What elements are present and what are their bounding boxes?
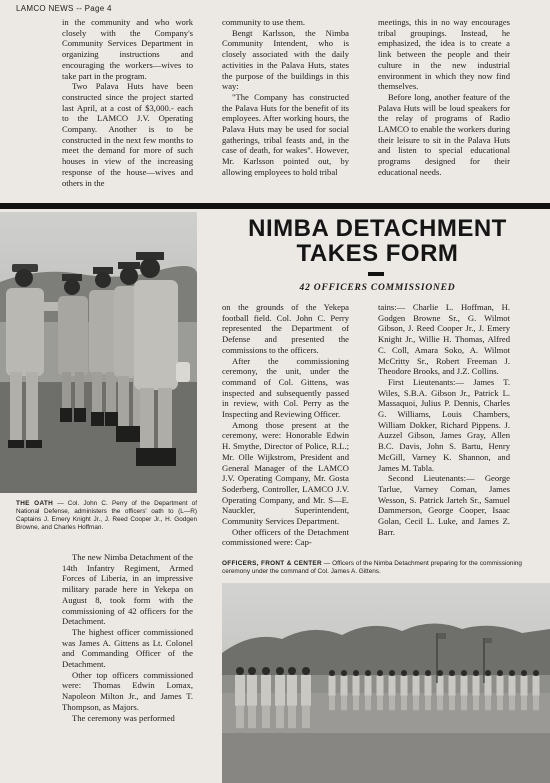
running-head: LAMCO NEWS -- Page 4 <box>16 4 112 13</box>
paragraph: Two Palava Huts have been constructed since the project started last April, at a cost of $3,000.- each to the LAMCO J.V. Operating Company. Another is to be constructed in the next few months to meet the demand for more of such houses in view of the increasing response of the house—wives and others in the <box>62 81 193 188</box>
paragraph: Second Lieutenants:— George Tarlue, Varney Coman, James Wesson, S. Patrick Jarteh Sr., Samuel Dammerson, George Cooper, Isaac Golan, Cecil L. Luke, and James Z. Barr. <box>378 473 510 537</box>
soldier-figure <box>497 670 504 710</box>
caption-text: — Officers of the Nimba Detachment preparing for the commissioning ceremony under the command of Col. James A. Gittens. <box>222 560 522 575</box>
paragraph: First Lieutenants:— James T. Wiles, S.B.A. Gibson Jr., Patrick L. Massaquoi, Julius P. Dennis, Charles G. Williams, Louis Chambers, William Dokker, Richard Pippens. J. Auzzel Gibson, James Gray, Allen B.C. Davis, John S. Bartu, Henry McGill, Varney K. Shannon, and James M. Tabla. <box>378 376 510 473</box>
caption-text: — Col. John C. Perry of the Department of National Defense, administers the officers' oath to (L—R) Captains J. Emery Knight Jr., J. Reed Cooper Jr., H. Godgen Browne, and Charles Hoffman. <box>16 500 197 531</box>
soldier-figure <box>365 670 372 710</box>
soldier-figure <box>413 670 420 710</box>
caption-lead: THE OATH <box>16 500 54 507</box>
soldier-figure <box>247 667 257 728</box>
main-article-right-col <box>378 302 510 537</box>
soldier-figure <box>461 670 468 710</box>
photo-the-oath <box>0 212 197 493</box>
soldier-figure <box>377 670 384 710</box>
paragraph: in the community and who work closely with the Company's Community Services Department in organizing instructions and encouraging the workers—wives to take part in the program. <box>62 17 193 81</box>
paragraph: After the commissioning ceremony, the unit, under the command of Col. Gittens, was inspected and subsequently passed in review, with Col. Perry as the Inspecting and Reviewing Officer. <box>222 355 349 420</box>
paragraph: community to use them. <box>222 17 306 27</box>
headline-dash <box>368 272 384 276</box>
soldier-figure <box>389 670 396 710</box>
soldier-figure <box>425 670 432 710</box>
top-article-col-3 <box>378 17 510 178</box>
soldier-figure <box>329 670 336 710</box>
soldier-figure <box>485 670 492 710</box>
paragraph: Other top officers commissioned were: Thomas Edwin Lomax, Napoleon Milton Jr., and James T. Thompson, as Majors. <box>62 669 193 712</box>
soldier-figure <box>353 670 360 710</box>
soldier-figure <box>235 667 245 728</box>
soldier-figure <box>341 670 348 710</box>
paragraph: The highest officer commissioned was James A. Gittens as Lt. Colonel and Commanding Officer of the Detachment. <box>62 626 193 670</box>
photo-2-caption <box>222 560 522 576</box>
headline-line-2: TAKES FORM <box>296 240 459 267</box>
section-divider <box>0 203 550 209</box>
soldier-figure <box>533 670 540 710</box>
paragraph: The new Nimba Detachment of the 14th Infantry Regiment, Armed Forces of Liberia, in an impressive military parade here in Yekepa on August 8, took form with the commissioning of 42 officers for the Detachment. <box>62 552 193 627</box>
main-article-mid-col <box>222 302 349 548</box>
paragraph: Among those present at the ceremony, were: Honorable Edwin H. Smythe, Director of Police, R.L.; Mr. Olle Wijkstrom, President and General Manager of the LAMCO J.V. Operating Company, Mr. Gosta Soderberg, Controller, LAMCO J.V. Operating Company, and Mr. S—E. Nauckler, Superintendent, Community Services Department. <box>222 419 349 527</box>
main-article-left-col <box>62 552 193 723</box>
soldier-figure <box>509 670 516 710</box>
soldier-figure <box>521 670 528 710</box>
headline-line-1: NIMBA DETACHMENT <box>248 215 507 242</box>
photo-oath-illustration <box>0 212 197 493</box>
top-article-col-1 <box>62 17 193 188</box>
paragraph: Before long, another feature of the Palava Huts will be loud speakers for the relay of programs of Radio LAMCO to enable the workers during their leisure to sit in the Palava Huts and listen to special educational programs designed for their educational needs. <box>378 91 510 177</box>
soldier-figure <box>275 667 285 728</box>
paragraph: "The Company has constructed the Palava Huts for the benefit of its employees. After working hours, the Palava Huts may be used for social gatherings, tribal feasts and, in the case of death, for wakes". However, Mr. Karlsson pointed out, by allowing employees to hold tribal <box>222 91 349 177</box>
soldier-figure <box>473 670 480 710</box>
soldier-figure <box>261 667 271 728</box>
soldier-figure <box>401 670 408 710</box>
photo-parade-illustration <box>222 583 550 783</box>
paragraph: on the grounds of the Yekepa football field. Col. John C. Perry represented the Department of Defense and presented the commissions to the officers. <box>222 302 349 355</box>
caption-lead: OFFICERS, FRONT & CENTER <box>222 560 322 567</box>
soldier-figure <box>301 667 311 728</box>
photo-1-caption <box>16 500 197 532</box>
paragraph: The ceremony was performed <box>72 712 175 723</box>
subhead: 42 OFFICERS COMMISSIONED <box>299 283 456 293</box>
top-article-col-2 <box>222 17 349 178</box>
soldier-figure <box>287 667 297 728</box>
paragraph: Bengt Karlsson, the Nimba Community Intendent, who is closely associated with the daily activities in the Palava Huts, states the purpose of the buildings in this way: <box>222 27 349 92</box>
photo-officers-parade <box>222 583 550 783</box>
soldier-figure <box>449 670 456 710</box>
paragraph: Other officers of the Detachment commissioned were: Cap- <box>222 526 349 548</box>
paragraph: tains:— Charlie L. Hoffman, H. Godgen Browne Sr., G. Wilmot Gibson, J. Reed Cooper Jr., J. Emery Knight Jr., Willie H. Thomas, Alfred C. Coll, Amara Soko, A. Wilmot McCritty Sr., Robert Freeman J. Theodore Brooks, and J.Z. Collins. <box>378 302 510 377</box>
paragraph: meetings, this in no way encourages tribal groupings. Instead, he emphasized, the idea is to create a link between the people and their culture in the new industrial environment in which they now find themselves. <box>378 17 510 92</box>
